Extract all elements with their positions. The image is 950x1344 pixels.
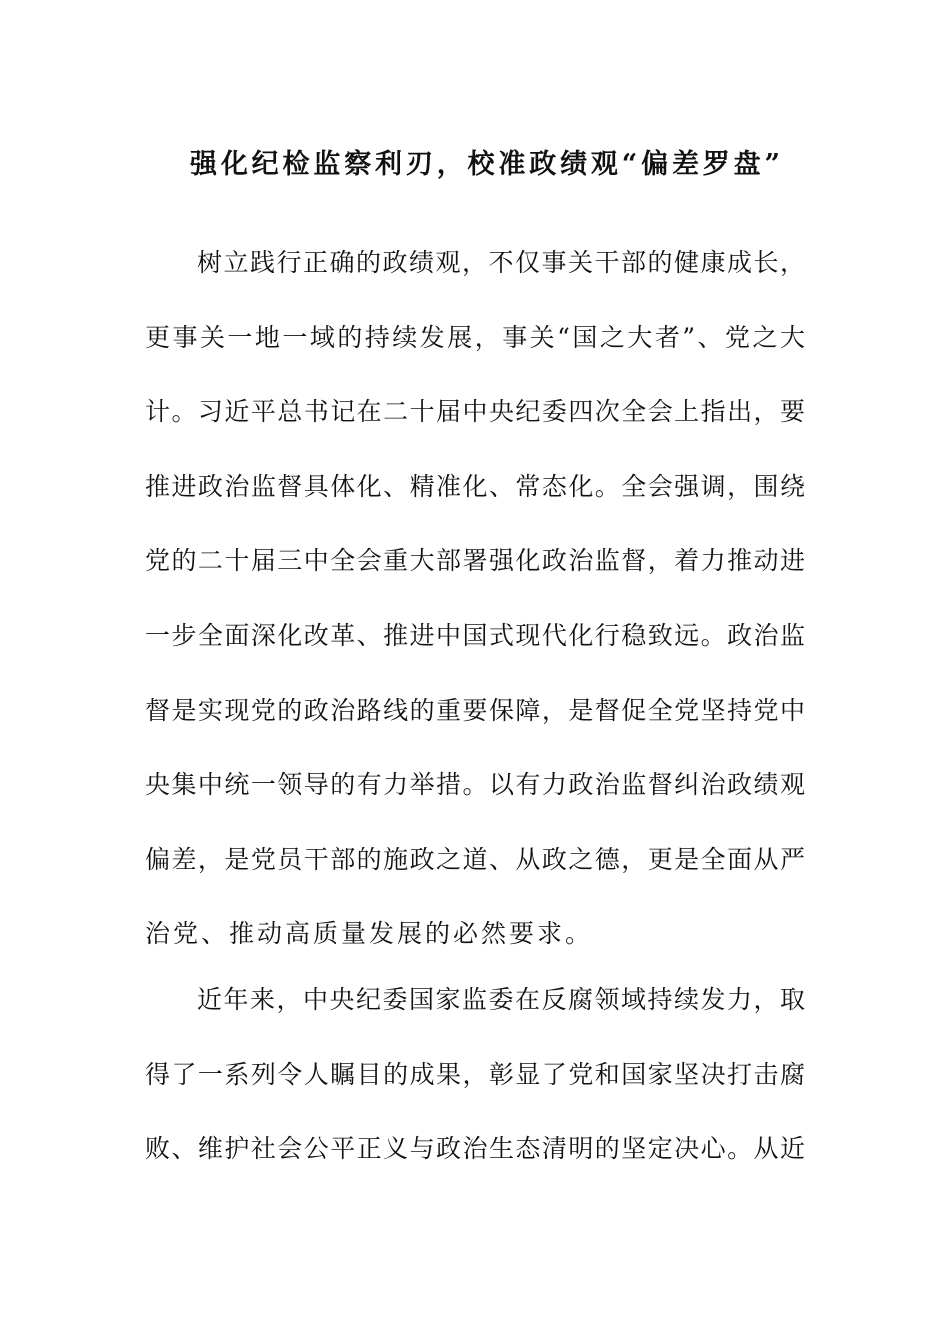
text-line: 推进政治监督具体化、精准化、常态化。全会强调，围绕 [145,471,805,501]
text-line: 党的二十届三中全会重大部署强化政治监督，着力推动进 [145,546,805,576]
paragraph-1 [145,226,805,972]
document-title: 强化纪检监察利刃，校准政绩观“偏差罗盘” [190,149,780,180]
text-line: 近年来，中央纪委国家监委在反腐领域持续发力，取 [197,985,805,1014]
text-line: 央集中统一领导的有力举措。以有力政治监督纠治政绩观 [145,770,805,800]
text-line: 树立践行正确的政绩观，不仅事关干部的健康成长， [197,248,805,277]
text-line: 治党、推动高质量发展的必然要求。 [145,919,594,949]
text-line: 偏差，是党员干部的施政之道、从政之德，更是全面从严 [145,844,805,874]
text-line: 败、维护社会公平正义与政治生态清明的坚定决心。从近 [145,1134,805,1164]
text-line: 督是实现党的政治路线的重要保障，是督促全党坚持党中 [145,695,805,725]
text-line: 计。习近平总书记在二十届中央纪委四次全会上指出，要 [145,397,805,427]
text-line: 一步全面深化改革、推进中国式现代化行稳致远。政治监 [145,620,805,650]
text-line: 得了一系列令人瞩目的成果，彰显了党和国家坚决打击腐 [145,1059,805,1089]
text-line: 更事关一地一域的持续发展，事关“国之大者”、党之大 [145,322,805,352]
paragraph-2 [145,963,805,1187]
